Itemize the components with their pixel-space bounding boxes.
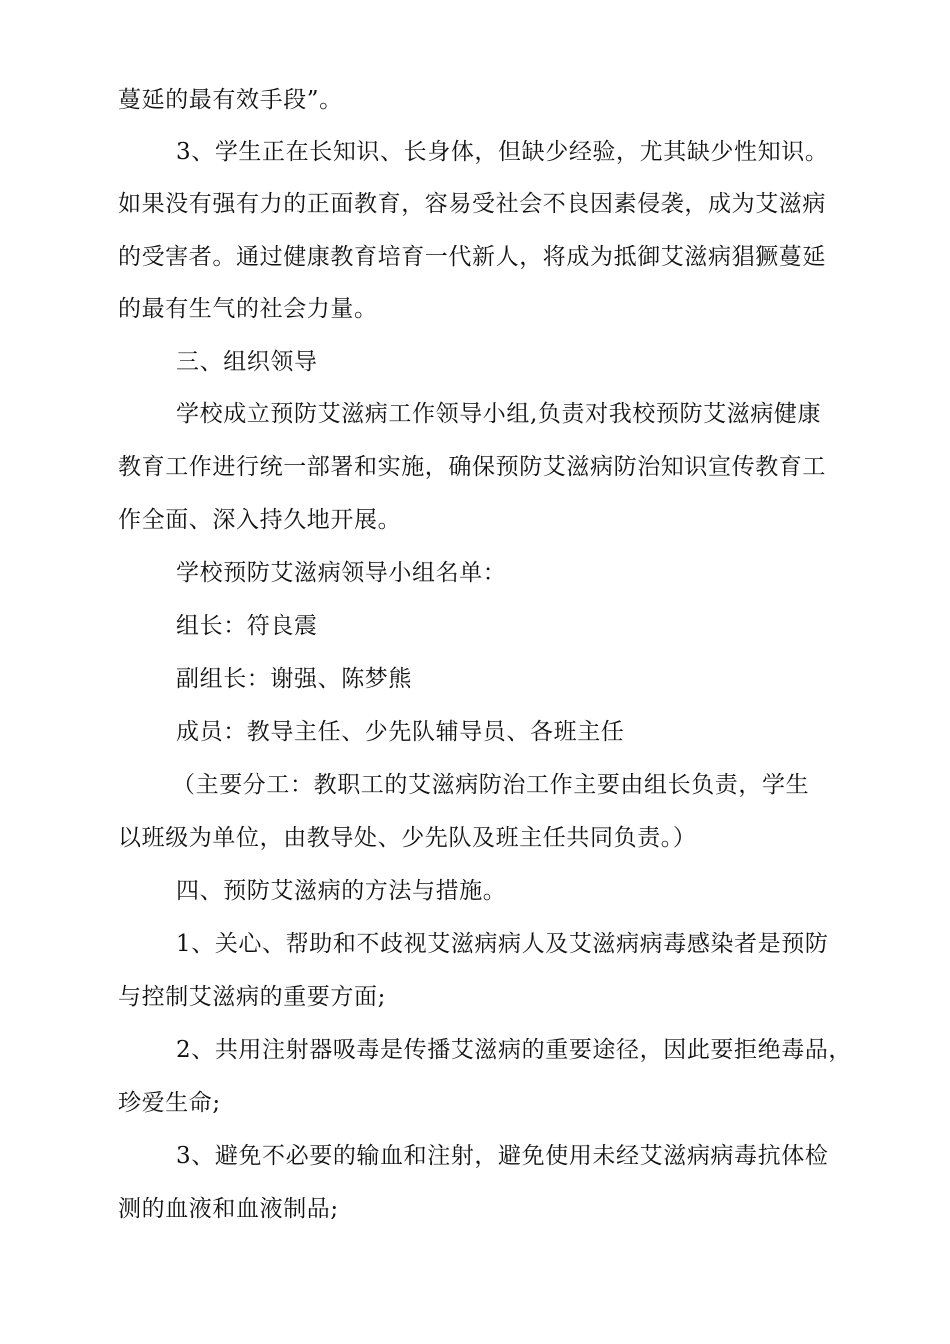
text-line: 组长：符良震 [176, 613, 318, 639]
text-line: 以班级为单位，由教导处、少先队及班主任共同负责。） [118, 825, 697, 851]
text-line: 学校成立预防艾滋病工作领导小组,负责对我校预防艾滋病健康 [176, 401, 822, 427]
text-line: 作全面、深入持久地开展。 [118, 507, 402, 533]
text-line: 1、关心、帮助和不歧视艾滋病病人及艾滋病病毒感染者是预防 [176, 931, 829, 957]
section-heading: 三、组织领导 [176, 349, 318, 375]
text-line: 副组长：谢强、陈梦熊 [176, 666, 412, 692]
text-line: 教育工作进行统一部署和实施，确保预防艾滋病防治知识宣传教育工 [118, 454, 826, 480]
section-heading: 四、预防艾滋病的方法与措施。 [176, 878, 507, 904]
text-line: 成员：教导主任、少先队辅导员、各班主任 [176, 719, 625, 745]
text-line: 2、共用注射器吸毒是传播艾滋病的重要途径，因此要拒绝毒品， [176, 1037, 853, 1063]
text-line: 学校预防艾滋病领导小组名单： [176, 560, 507, 586]
text-line: 3、学生正在长知识、长身体，但缺少经验，尤其缺少性知识。 [176, 139, 829, 165]
text-line: 的最有生气的社会力量。 [118, 296, 378, 322]
text-line: 与控制艾滋病的重要方面; [118, 984, 386, 1010]
text-line: （主要分工：教职工的艾滋病防治工作主要由组长负责，学生 [172, 772, 810, 798]
text-line: 珍爱生命; [118, 1090, 221, 1116]
text-line: 测的血液和血液制品; [118, 1196, 339, 1222]
text-line: 如果没有强有力的正面教育，容易受社会不良因素侵袭，成为艾滋病 [118, 191, 826, 217]
text-line: 蔓延的最有效手段”。 [118, 87, 343, 113]
text-line: 3、避免不必要的输血和注射，避免使用未经艾滋病病毒抗体检 [176, 1143, 829, 1169]
text-line: 的受害者。通过健康教育培育一代新人，将成为抵御艾滋病猖獗蔓延 [118, 244, 826, 270]
